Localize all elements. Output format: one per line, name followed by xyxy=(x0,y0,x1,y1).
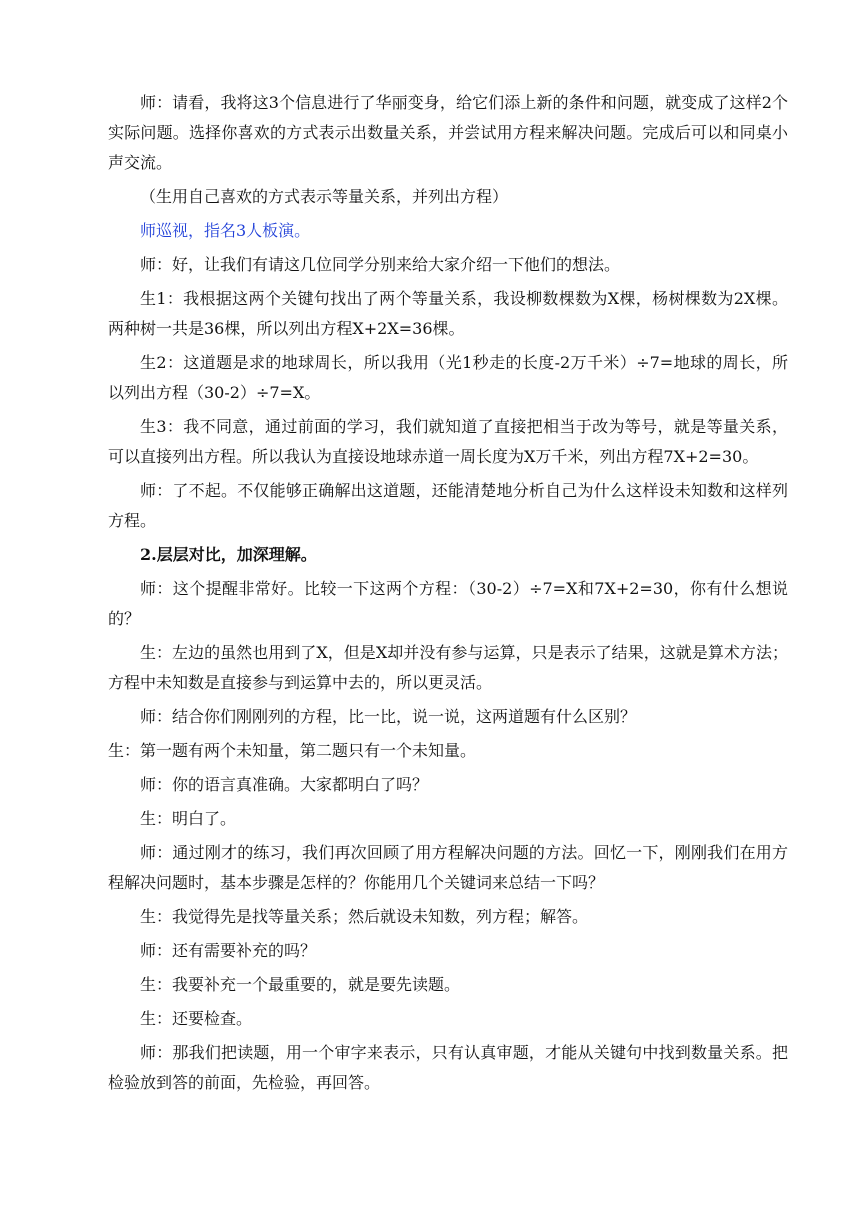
paragraph-student-2: 生2：这道题是求的地球周长，所以我用（光1秒走的长度-2万千米）÷7=地球的周长，所以列出方程（30-2）÷7=X。 xyxy=(108,353,788,402)
paragraph-student-read: 生：我要补充一个最重要的，就是要先读题。 xyxy=(140,975,461,994)
paragraph-teacher-check: 师：你的语言真准确。大家都明白了吗？ xyxy=(140,775,429,794)
section-heading: 2.层层对比，加深理解。 xyxy=(140,545,317,564)
paragraph-student-understood: 生：明白了。 xyxy=(140,809,237,828)
paragraph-teacher-review: 师：通过刚才的练习，我们再次回顾了用方程解决问题的方法。回忆一下，刚刚我们在用方程解决问题时，基本步骤是怎样的？你能用几个关键词来总结一下吗？ xyxy=(108,843,788,892)
paragraph-student-check: 生：还要检查。 xyxy=(140,1009,253,1028)
paragraph-student-steps: 生：我觉得先是找等量关系；然后就设未知数，列方程；解答。 xyxy=(140,907,589,926)
paragraph-teacher-compare: 师：这个提醒非常好。比较一下这两个方程：（30-2）÷7=X和7X+2=30，你有什么想说的？ xyxy=(108,579,788,628)
paragraph-teacher-action: 师巡视，指名3人板演。 xyxy=(140,221,311,240)
paragraph-teacher-invite: 师：好，让我们有请这几位同学分别来给大家介绍一下他们的想法。 xyxy=(140,255,621,274)
paragraph-student-1: 生1：我根据这两个关键句找出了两个等量关系，我设柳数棵数为X棵，杨树棵数为2X棵。两种树一共是36棵，所以列出方程X+2X=36棵。 xyxy=(108,289,788,338)
paragraph-student-3: 生3：我不同意，通过前面的学习，我们就知道了直接把相当于改为等号，就是等量关系，可以直接列出方程。所以我认为直接设地球赤道一周长度为X万千米，列出方程7X+2=30。 xyxy=(108,417,788,466)
paragraph-student-answer: 生：左边的虽然也用到了X，但是X却并没有参与运算，只是表示了结果，这就是算术方法；方程中未知数是直接参与到运算中去的，所以更灵活。 xyxy=(108,643,788,692)
document-body xyxy=(108,88,788,1102)
paragraph-student-activity: （生用自己喜欢的方式表示等量关系，并列出方程） xyxy=(140,187,509,206)
paragraph-teacher-intro: 师：请看，我将这3个信息进行了华丽变身，给它们添上新的条件和问题，就变成了这样2个实际问题。选择你喜欢的方式表示出数量关系，并尝试用方程来解决问题。完成后可以和同桌小声交流。 xyxy=(108,93,788,172)
paragraph-teacher-praise: 师：了不起。不仅能够正确解出这道题，还能清楚地分析自己为什么这样设未知数和这样列方程。 xyxy=(108,481,788,530)
paragraph-teacher-question: 师：结合你们刚刚列的方程，比一比，说一说，这两道题有什么区别？ xyxy=(140,707,637,726)
paragraph-teacher-supplement: 师：还有需要补充的吗？ xyxy=(140,941,317,960)
paragraph-teacher-summary: 师：那我们把读题，用一个审字来表示，只有认真审题，才能从关键句中找到数量关系。把检验放到答的前面，先检验，再回答。 xyxy=(108,1043,788,1092)
paragraph-student-difference: 生：第一题有两个未知量，第二题只有一个未知量。 xyxy=(108,741,477,760)
